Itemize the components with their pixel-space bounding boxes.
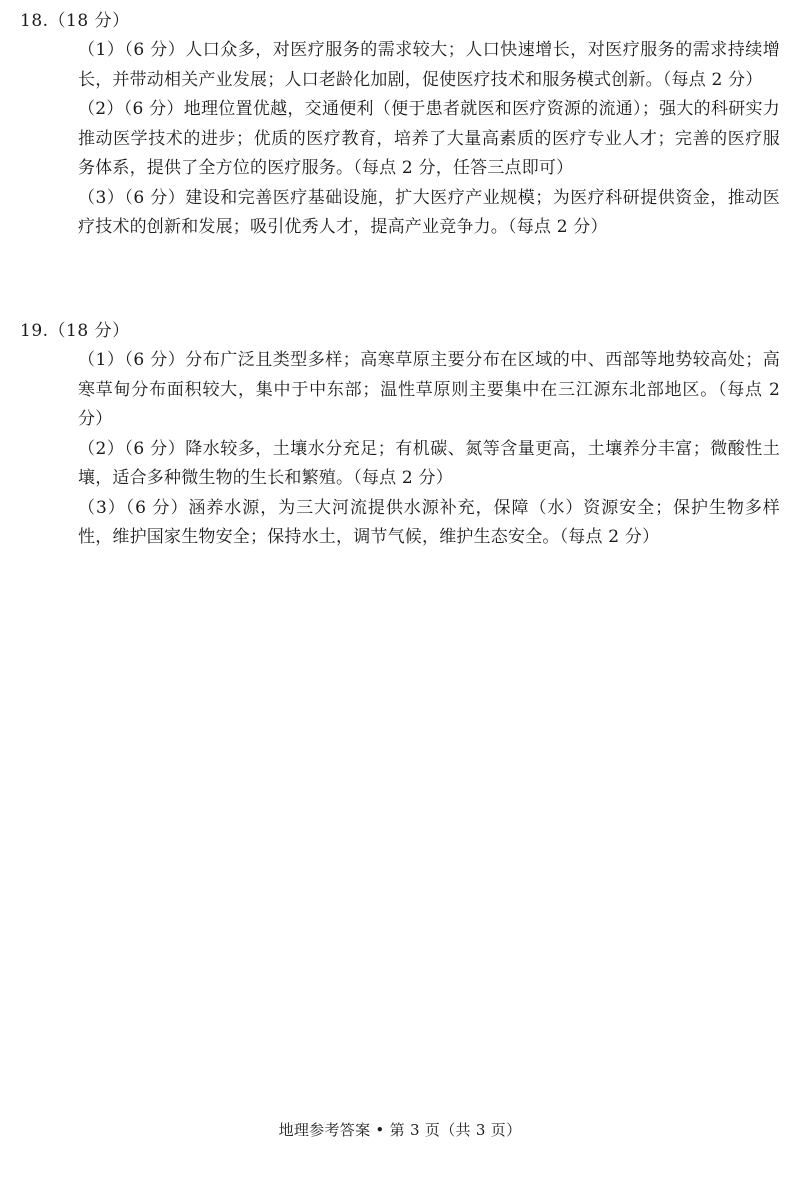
answer-part-2: （2）（6 分）地理位置优越，交通便利（便于患者就医和医疗资源的流通）；强大的科研实力推动医学技术的进步；优质的医疗教育，培养了大量高素质的医疗专业人才；完善的医疗服务体系，提供了全方位的医疗服务。（每点 2 分，任答三点即可） — [78, 99, 780, 178]
answer-part-1: （1）（6 分）分布广泛且类型多样；高寒草原主要分布在区域的中、西部等地势较高处；高寒草甸分布面积较大，集中于中东部；温性草原则主要集中在三江源东北部地区。（每点 2 分） — [78, 350, 780, 429]
question-19 — [20, 316, 780, 553]
answer-part-2: （2）（6 分）降水较多，土壤水分充足；有机碳、氮等含量更高，土壤养分丰富；微酸性土壤，适合多种微生物的生长和繁殖。（每点 2 分） — [78, 438, 780, 488]
answer-part-3: （3）（6 分）涵养水源，为三大河流提供水源补充，保障（水）资源安全；保护生物多样性，维护国家生物安全；保持水土，调节气候，维护生态安全。（每点 2 分） — [78, 497, 780, 547]
answer-part-3: （3）（6 分）建设和完善医疗基础设施，扩大医疗产业规模；为医疗科研提供资金，推动医疗技术的创新和发展；吸引优秀人才，提高产业竞争力。（每点 2 分） — [78, 187, 780, 237]
answer-part-1: （1）（6 分）人口众多，对医疗服务的需求较大；人口快速增长，对医疗服务的需求持续增长，并带动相关产业发展；人口老龄化加剧，促使医疗技术和服务模式创新。（每点 2 分） — [78, 40, 780, 90]
question-number: 18.（18 分） — [20, 11, 130, 31]
question-number: 19.（18 分） — [20, 321, 130, 341]
page-footer: 地理参考答案 • 第 3 页（共 3 页） — [278, 1121, 522, 1139]
question-18 — [20, 6, 780, 243]
